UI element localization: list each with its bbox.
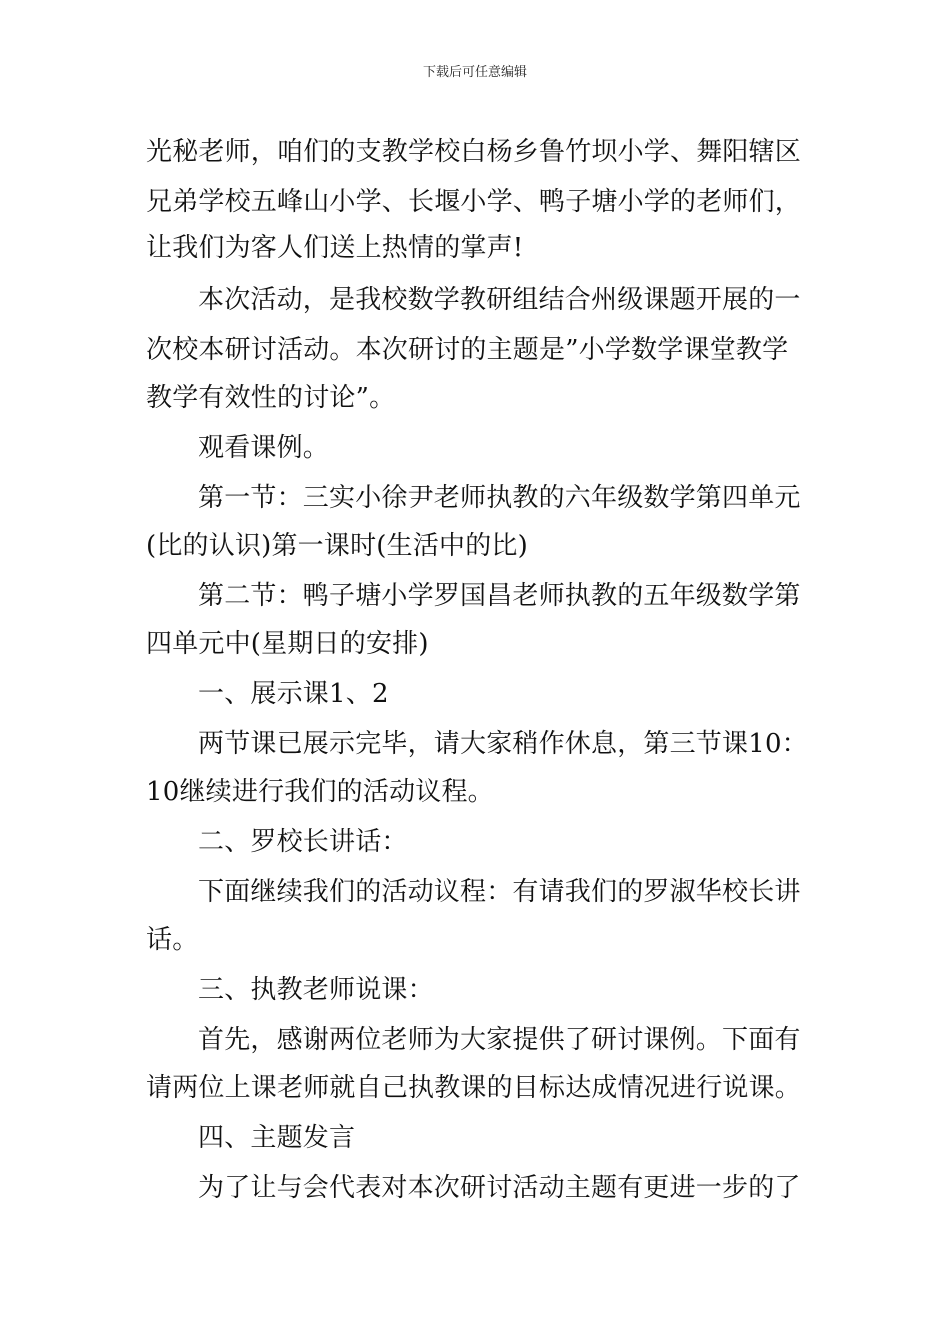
text-line: (比的认识)第一课时(生活中的比) [146, 531, 528, 561]
text-line: 四、主题发言 [198, 1123, 356, 1153]
text-line: 让我们为客人们送上热情的掌声! [146, 233, 524, 263]
text-line: 一、展示课1、2 [198, 679, 389, 709]
text-line: 下面继续我们的活动议程：有请我们的罗淑华校长讲 [198, 877, 801, 907]
text-line: 四单元中(星期日的安排) [146, 629, 429, 659]
text-line: 两节课已展示完毕，请大家稍作休息，第三节课10： [198, 729, 808, 759]
text-line: 二、罗校长讲话： [198, 827, 408, 857]
text-line: 光秘老师，咱们的支教学校白杨乡鲁竹坝小学、舞阳辖区 [146, 137, 802, 167]
page-header: 下载后可任意编辑 [422, 65, 527, 80]
text-line: 话。 [146, 925, 199, 955]
text-line: 10继续进行我们的活动议程。 [146, 777, 494, 807]
text-line: 为了让与会代表对本次研讨活动主题有更进一步的了 [198, 1173, 801, 1203]
text-line: 教学有效性的讨论”。 [146, 383, 396, 413]
text-line: 三、执教老师说课： [198, 975, 434, 1005]
text-line: 首先，感谢两位老师为大家提供了研讨课例。下面有 [198, 1025, 801, 1055]
text-line: 请两位上课老师就自己执教课的目标达成情况进行说课。 [146, 1073, 802, 1103]
text-line: 次校本研讨活动。本次研讨的主题是”小学数学课堂教学 [146, 335, 789, 365]
text-line: 第一节：三实小徐尹老师执教的六年级数学第四单元 [198, 483, 801, 513]
text-line: 第二节：鸭子塘小学罗国昌老师执教的五年级数学第 [198, 581, 801, 611]
text-line: 观看课例。 [198, 433, 330, 463]
text-line: 兄弟学校五峰山小学、长堰小学、鸭子塘小学的老师们， [146, 187, 802, 217]
text-line: 本次活动，是我校数学教研组结合州级课题开展的一 [198, 285, 801, 315]
